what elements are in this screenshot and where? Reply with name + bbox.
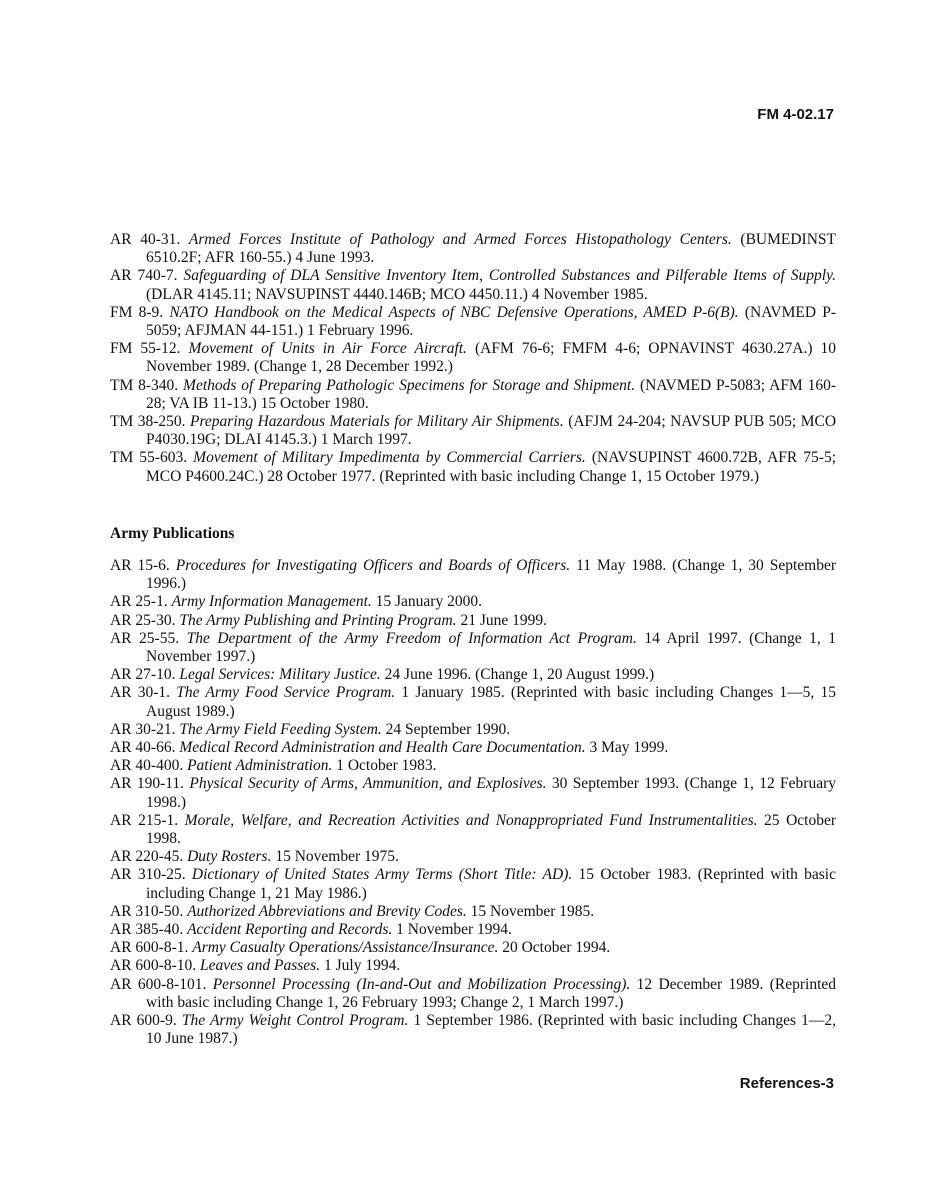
reference-item: AR 600-8-101. Personnel Processing (In-and-Out and Mobilization Processing). 12 December 1989. (Reprinted with basic including Change 1, 26 February 1993; Change 2, 1 March 1997.) — [110, 975, 837, 1011]
reference-item: FM 8-9. NATO Handbook on the Medical Aspects of NBC Defensive Operations, AMED P-6(B). (NAVMED P-5059; AFJMAN 44-151.) 1 February 1996. — [110, 303, 836, 340]
reference-item: TM 8-340. Methods of Preparing Pathologic Specimens for Storage and Shipment. (NAVMED P-5083; AFM 160-28; VA IB 11-13.) 15 October 1980. — [110, 376, 836, 412]
reference-item: AR 40-31. Armed Forces Institute of Pathology and Armed Forces Histopathology Centers. (BUMEDINST 6510.2F; AFR 160-55.) 4 June 1993. — [110, 231, 836, 267]
reference-item: AR 310-50. Authorized Abbreviations and Brevity Codes. 15 November 1985. — [110, 902, 595, 920]
reference-item: AR 190-11. Physical Security of Arms, Ammunition, and Explosives. 30 September 1993. (Change 1, 12 February 1998.) — [110, 775, 836, 811]
reference-item: AR 30-1. The Army Food Service Program. 1 January 1985. (Reprinted with basic including Changes 1—5, 15 August 1989.) — [110, 684, 837, 720]
reference-item: AR 220-45. Duty Rosters. 15 November 1975. — [110, 848, 399, 866]
reference-item: AR 25-55. The Department of the Army Freedom of Information Act Program. 14 April 1997. (Change 1, 1 November 1997.) — [110, 629, 837, 666]
reference-item: AR 25-1. Army Information Management. 15 January 2000. — [110, 593, 482, 611]
reference-list-top — [110, 231, 836, 486]
reference-item: TM 55-603. Movement of Military Impedimenta by Commercial Carriers. (NAVSUPINST 4600.72B, AFR 75-5; MCO P4600.24C.) 28 October 1977. (Reprinted with basic including Change 1, 15 October 1979.) — [110, 449, 836, 485]
reference-item: AR 215-1. Morale, Welfare, and Recreation Activities and Nonappropriated Fund Instrumentalities. 25 October 1998. — [110, 811, 837, 848]
reference-list-army — [110, 557, 836, 1048]
section-heading-army-publications: Army Publications — [110, 525, 235, 542]
reference-item: AR 600-8-10. Leaves and Passes. 1 July 1994. — [110, 957, 401, 975]
reference-item: AR 40-66. Medical Record Administration and Health Care Documentation. 3 May 1999. — [110, 739, 669, 757]
reference-item: AR 25-30. The Army Publishing and Printing Program. 21 June 1999. — [110, 611, 548, 629]
reference-item: AR 740-7. Safeguarding of DLA Sensitive Inventory Item, Controlled Substances and Pilferable Items of Supply. (DLAR 4145.11; NAVSUPINST 4440.146B; MCO 4450.11.) 4 November 1985. — [110, 267, 837, 303]
reference-item: AR 600-8-1. Army Casualty Operations/Assistance/Insurance. 20 October 1994. — [110, 939, 611, 957]
page-footer: References-3 — [739, 1075, 834, 1092]
reference-item: AR 40-400. Patient Administration. 1 October 1983. — [110, 757, 437, 775]
reference-item: FM 55-12. Movement of Units in Air Force Aircraft. (AFM 76-6; FMFM 4-6; OPNAVINST 4630.27A.) 10 November 1989. (Change 1, 28 December 1992.) — [110, 340, 837, 376]
reference-item: AR 15-6. Procedures for Investigating Officers and Boards of Officers. 11 May 1988. (Change 1, 30 September 1996.) — [110, 557, 836, 593]
reference-item: TM 38-250. Preparing Hazardous Materials for Military Air Shipments. (AFJM 24-204; NAVSUP PUB 505; MCO P4030.19G; DLAI 4145.3.) 1 March 1997. — [110, 413, 837, 449]
reference-item: AR 600-9. The Army Weight Control Program. 1 September 1986. (Reprinted with basic including Changes 1—2, 10 June 1987.) — [110, 1012, 837, 1048]
reference-item: AR 385-40. Accident Reporting and Records. 1 November 1994. — [110, 921, 512, 939]
reference-item: AR 27-10. Legal Services: Military Justice. 24 June 1996. (Change 1, 20 August 1999.) — [110, 666, 655, 684]
reference-item: AR 310-25. Dictionary of United States Army Terms (Short Title: AD). 15 October 1983. (Reprinted with basic including Change 1, 21 May 1986.) — [110, 866, 836, 902]
page-header: FM 4-02.17 — [757, 106, 834, 123]
reference-item: AR 30-21. The Army Field Feeding System. 24 September 1990. — [110, 720, 511, 738]
